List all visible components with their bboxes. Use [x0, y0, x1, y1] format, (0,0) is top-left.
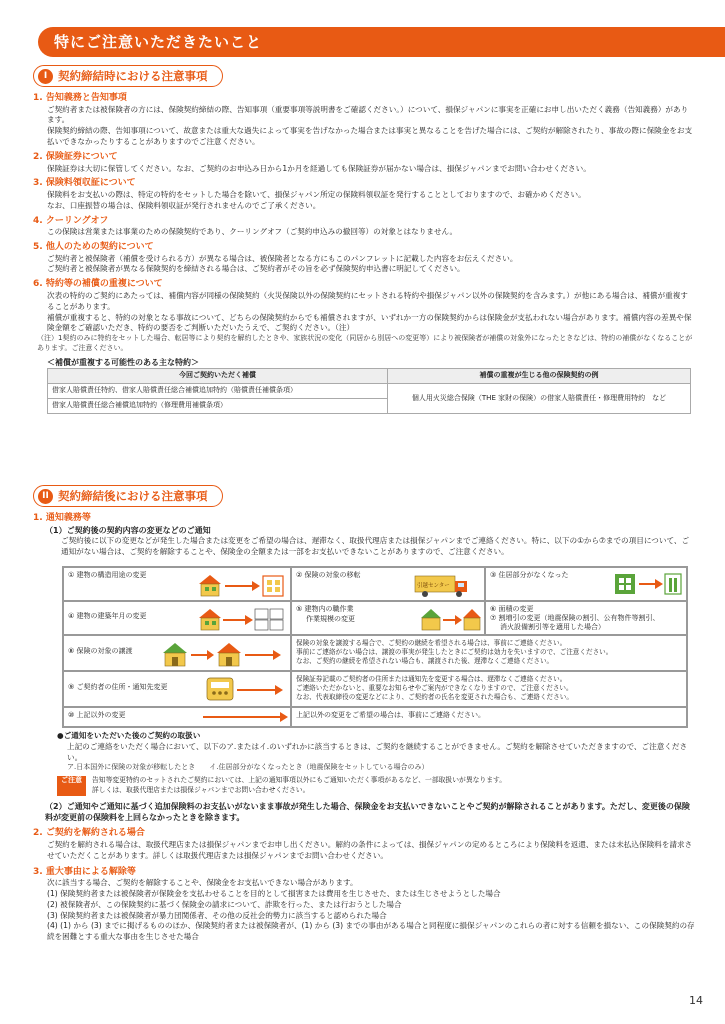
termination-line-5: (4) (1) から (3) までに掲げるもののほか、保険契約者または被保険者が、(1) から (3) までの事由がある場合と同程度に損保ジャパンのこれらの者に対する信頼を損ない、この保険契約の存続を困難とする重大な事由を生じさせた場合 [47, 921, 695, 942]
item-6-line-1: 次表の特約のご契約にあたっては、補償内容が同様の保険契約（火災保険以外の保険契約にセットされる特約や損保ジャパン以外の保険契約を含みます。）が他にある場合は、補償が重複することがあります。 [47, 290, 688, 311]
item-5-heading: 5. 他人のための契約について [33, 242, 154, 252]
grid-label-9: ⑨ ご契約者の住所・通知先変更 [68, 683, 168, 691]
contract-handling-conditions: ア.日本国外に保険の対象が移転したとき イ.住居部分がなくなったとき（地震保険をセットしている場合のみ） [67, 763, 429, 772]
grid-label-5b: 作業規模の変更 [306, 614, 355, 623]
section-2-number: II [38, 489, 53, 504]
item-4-heading: 4. クーリングオフ [33, 215, 109, 226]
transfer-text-1: 保険の対象を譲渡する場合で、ご契約の継続を希望される場合は、事前にご連絡ください。 [296, 639, 567, 647]
grid-cell-10-text [291, 707, 687, 727]
termination-line-3: (2) 被保険者が、この保険契約に基づく保険金の請求について、詐欺を行った、または行おうとした場合 [47, 899, 402, 909]
grid-label-5a: ⑤ 建物内の職作業 [296, 605, 354, 613]
address-change-icon [203, 674, 287, 704]
construction-date-icon [197, 606, 287, 632]
grid-label-3: ③ 住居部分がなくなった [490, 571, 569, 579]
section-1-number: I [38, 69, 53, 84]
item-3-line-1: 保険料をお支払いの際は、特定の特約をセットした場合を除いて、損保ジャパン所定の保険料領収証を発行することとしておりますので、お確かめください。 [47, 189, 586, 199]
item-6-line-2: 補償が重複すると、特約の対象となる事故について、どちらの保険契約からでも補償されますが、いずれか一方の保険契約からは保険金が支払われない場合があります。補償内容の差異や保険金額をご確認いただき、特約の要否をご判断いただいたうえで、ご契約ください。（注） [47, 312, 692, 333]
section-2-intro [33, 513, 695, 558]
grid-cell-8-text [291, 635, 687, 671]
item-6-heading: 6. 特約等の補償の重複について [33, 279, 163, 290]
transfer-text-3: なお、ご契約の継続を希望されない場合も、譲渡された後、遅滞なくご連絡ください。 [296, 656, 554, 665]
item-1-line-1: ご契約者または被保険者の方には、保険契約締結の際、告知事項（重要事項等説明書をご確認ください。）について、損保ジャパンに事実を正確にお申し出いただく義務（告知義務）があります。 [47, 104, 689, 125]
transfer-icon [161, 640, 287, 668]
item-1-heading: 1. 告知義務と告知事項 [33, 93, 127, 103]
cancellation-heading: 2. ご契約を解約される場合 [33, 828, 145, 839]
page-banner [38, 27, 725, 57]
overlap-table-caption: ＜補償が重複する可能性のある主な特約＞ [47, 357, 199, 367]
section-2-title: 契約締結後における注意事項 [58, 488, 208, 503]
attention-text-1: 告知等変更特約のセットされたご契約においては、上記の通知事項以外にもご通知いただく事項があるなど、一部取扱いが異なります。 [92, 776, 507, 785]
item-2-line-1: 保険証券は大切に保管してください。なお、ご契約のお申込み日から1か月を経過しても保険証券が届かない場合は、損保ジャパンまでお問い合わせください。 [47, 163, 591, 173]
notice-subheading-2: （2）ご通知やご通知に基づく追加保険料のお支払いがないまま事故が発生した場合、保険金をお支払いできないことやご契約が解除されることがあります。ただし、変更後の保険料が変更前の保険料を上回らなかったときを除きます。 [45, 801, 690, 822]
notice-subheading-1: （1）ご契約後の契約内容の変更などのご通知 [45, 525, 211, 535]
other-change-text: 上記以外の変更をご希望の場合は、事前にご連絡ください。 [296, 711, 485, 719]
item-3-heading: 3. 保険料領収証について [33, 178, 136, 189]
overlap-table-row-1: 借家人賠償責任特約、借家人賠償責任総合補償追加特約（賠償責任補償条項） [48, 384, 388, 399]
item-1-line-2: 保険契約締結の際、告知事項について、故意または重大な過失によって事実を告げなかった場合または事実と異なることを告げた場合には、ご契約が解除されたり、事故の際に保険金をお支払いできなかったりすることがありますのでご注意ください。 [47, 126, 693, 147]
grid-label-4: ④ 建物の建築年月の変更 [68, 612, 147, 620]
work-scale-change-icon [419, 606, 483, 632]
residence-removed-icon [611, 571, 683, 597]
change-grid [62, 566, 688, 728]
termination-line-1: 次に該当する場合、ご契約を解除することや、保険金をお支払いできない場合があります。 [47, 878, 358, 888]
section-2-details [33, 731, 695, 943]
overlap-table-row-2: 借家人賠償責任総合補償追加特約（修理費用補償条項） [48, 399, 388, 414]
item-5-line-2: ご契約者と被保険者が異なる保険契約を締結される場合は、ご契約者がその旨を必ず保険契約申込書に明記してください。 [47, 264, 465, 274]
section-1-header [33, 65, 223, 87]
grid-label-6b: ⑦ 割増引の変更（地震保険の割引、公有物件等割引、 [490, 614, 660, 623]
address-text-2: ご連絡いただかないと、重要なお知らせやご案内ができなくなりますので、ご注意ください。 [296, 683, 573, 692]
moving-truck-icon [413, 571, 483, 599]
grid-cell-9-text [291, 671, 687, 707]
grid-label-6a: ⑥ 面積の変更 [490, 605, 534, 613]
contract-handling-text: 上記のご連絡をいただく場合において、以下のア.またはイ.のいずれかに該当するときは、ご契約を継続することができません。ご契約を解除させていただきますので、ご注意ください。 [67, 741, 688, 762]
notice-text-1: ご契約後に以下の変更などが発生した場合または変更をご希望の場合は、遅滞なく、取扱代理店または損保ジャパンまでご連絡ください。特に、以下の①から⑦までの項目について、ご通知がない場合は、ご契約を解除することや、保険金の全額または一部をお支払いできないことがありますので、ご注意ください。 [61, 536, 690, 556]
overlap-table-header-1: 今回ご契約いただく補償 [48, 369, 388, 384]
transfer-text-2: 事前にご連絡がない場合は、譲渡の事実が発生したときにご契約は効力を失いますので、ご注意ください。 [296, 647, 613, 656]
building-change-icon [197, 572, 287, 598]
section-1-body [33, 93, 695, 414]
overlap-table [47, 368, 691, 414]
item-4-line-1: この保険は営業または事業のための保険契約であり、クーリングオフ（ご契約申込みの撤回等）の対象とはなりません。 [47, 227, 458, 237]
item-3-line-2: なお、口座振替の場合は、保険料領収証が発行されませんのでご了承ください。 [47, 200, 321, 210]
address-text-1: 保険証券記載のご契約者の住所または通知先を変更する場合は、遅滞なくご連絡ください。 [296, 675, 567, 683]
grid-label-10: ⑩ 上記以外の変更 [68, 711, 126, 719]
grid-label-6c: 消火設備割引等を適用した場合） [500, 623, 605, 632]
attention-text-2: 詳しくは、取扱代理店または損保ジャパンまでお問い合わせください。 [92, 785, 310, 794]
grid-label-1: ① 建物の構造用途の変更 [68, 571, 147, 579]
attention-badge: ご注意 [57, 776, 86, 795]
termination-line-2: (1) 保険契約者または被保険者が保険金を支払わせることを目的として損害または費用を生じさせた、または生じさせようとした場合 [47, 889, 501, 898]
address-text-3: なお、代表取締役の変更などにより、ご契約者の氏名を変更された場合も、ご連絡ください。 [296, 692, 573, 701]
other-change-arrow [203, 716, 281, 718]
page-number: 14 [689, 994, 703, 1007]
grid-label-2: ② 保険の対象の移転 [296, 571, 361, 579]
overlap-table-merged: 個人用火災総合保険（THE 家財の保険）の借家人賠償責任・修理費用特約 など [388, 384, 691, 414]
item-6-note: （注）1契約のみに特約をセットした場合、転居等により契約を解約したときや、家族状況の変化（同居から別居への変更等）により被保険者が補償の対象外になったときなどは、特約の補償がなくなることがあります。ご注意ください。 [37, 334, 693, 352]
cancellation-text: ご契約を解約される場合は、取扱代理店または損保ジャパンまでお申し出ください。解約の条件によっては、損保ジャパンの定めるところにより保険料を返還、または未払込保険料を請求させていただくことがあります。詳しくは取扱代理店または損保ジャパンまでお問い合わせください。 [47, 839, 693, 860]
other-change-arrow-head [280, 712, 288, 722]
termination-line-4: (3) 保険契約者または被保険者が暴力団関係者、その他の反社会的勢力に該当すると認められた場合 [47, 910, 387, 920]
contract-handling-heading: ●ご通知をいただいた後のご契約の取扱い [57, 731, 201, 740]
item-5-line-1: ご契約者と被保険者（補償を受けられる方）が異なる場合は、被保険者となる方にもこのパンフレットに記載した内容をお伝えください。 [47, 253, 518, 263]
truck-label: 引越センター [417, 583, 450, 589]
grid-cell-6 [485, 601, 687, 635]
termination-heading: 3. 重大事由による解除等 [33, 866, 136, 877]
page-title: 特にご注意いただきたいこと [54, 33, 263, 51]
item-2-heading: 2. 保険証券について [33, 151, 118, 162]
section-2-header [33, 485, 223, 507]
overlap-table-header-2: 補償の重複が生じる他の保険契約の例 [388, 369, 691, 384]
grid-label-8: ⑧ 保険の対象の譲渡 [68, 647, 133, 655]
section-1-title: 契約締結時における注意事項 [58, 68, 208, 83]
notice-duty-heading: 1. 通知義務等 [33, 513, 91, 523]
